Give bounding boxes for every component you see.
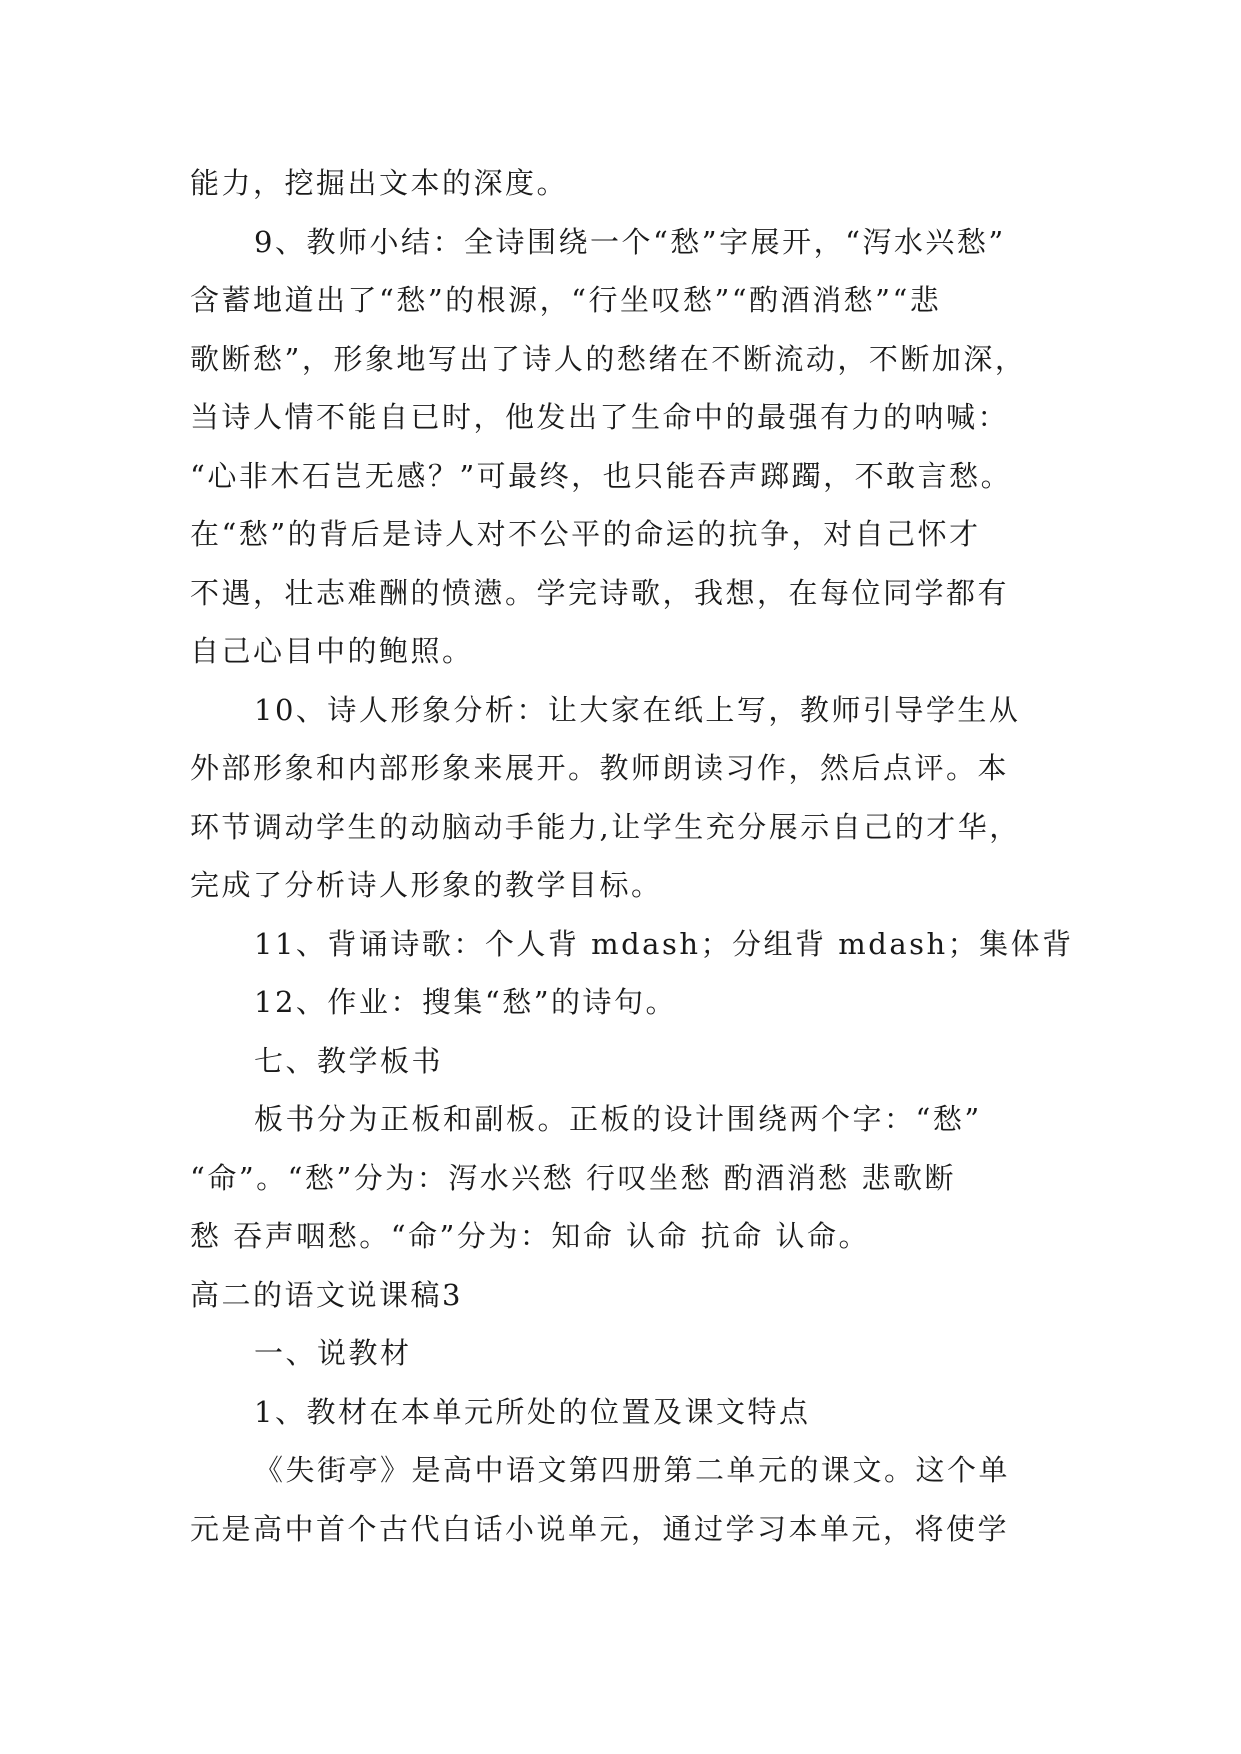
document-title: 高二的语文说课稿3 bbox=[190, 1277, 463, 1312]
text-line: 11、背诵诗歌：个人背 mdash；分组背 mdash；集体背 bbox=[254, 926, 1074, 961]
subsection-heading: 1、教材在本单元所处的位置及课文特点 bbox=[254, 1394, 811, 1429]
text-line: 在“愁”的背后是诗人对不公平的命运的抗争，对自己怀才 bbox=[190, 517, 981, 551]
text-line: 元是高中首个古代白话小说单元，通过学习本单元，将使学 bbox=[190, 1511, 1010, 1546]
text-line: 含蓄地道出了“愁”的根源，“行坐叹愁”“酌酒消愁”“悲 bbox=[190, 283, 942, 317]
text-line: 环节调动学生的动脑动手能力,让学生充分展示自己的才华， bbox=[190, 809, 1021, 844]
document-body bbox=[190, 154, 1074, 1558]
text-line: 当诗人情不能自已时，他发出了生命中的最强有力的呐喊： bbox=[190, 400, 1010, 434]
text-line: “命”。“愁”分为：泻水兴愁 行叹坐愁 酌酒消愁 悲歌断 bbox=[190, 1160, 956, 1195]
text-line: 《失街亭》是高中语文第四册第二单元的课文。这个单 bbox=[254, 1453, 1011, 1487]
text-line: 9、教师小结：全诗围绕一个“愁”字展开，“泻水兴愁” bbox=[254, 224, 1006, 259]
text-line: 外部形象和内部形象来展开。教师朗读习作，然后点评。本 bbox=[190, 751, 1010, 785]
section-heading: 七、教学板书 bbox=[254, 1043, 444, 1078]
text-line: 不遇，壮志难酬的愤懑。学完诗歌，我想，在每位同学都有 bbox=[190, 575, 1010, 610]
section-heading: 一、说教材 bbox=[254, 1336, 412, 1370]
text-line: 愁 吞声咽愁。“命”分为：知命 认命 抗命 认命。 bbox=[190, 1219, 871, 1253]
text-line: 能力，挖掘出文本的深度。 bbox=[190, 166, 569, 200]
text-line: 12、作业：搜集“愁”的诗句。 bbox=[254, 985, 678, 1019]
text-line: 完成了分析诗人形象的教学目标。 bbox=[190, 868, 663, 902]
text-line: 10、诗人形象分析：让大家在纸上写，教师引导学生从 bbox=[254, 692, 1021, 727]
text-line: 自己心目中的鲍照。 bbox=[190, 634, 474, 668]
text-line: “心非木石岂无感？”可最终，也只能吞声踯躅，不敢言愁。 bbox=[190, 458, 1013, 493]
text-line: 板书分为正板和副板。正板的设计围绕两个字：“愁” bbox=[254, 1102, 982, 1136]
text-line: 歌断愁”，形象地写出了诗人的愁绪在不断流动，不断加深， bbox=[190, 341, 1027, 376]
